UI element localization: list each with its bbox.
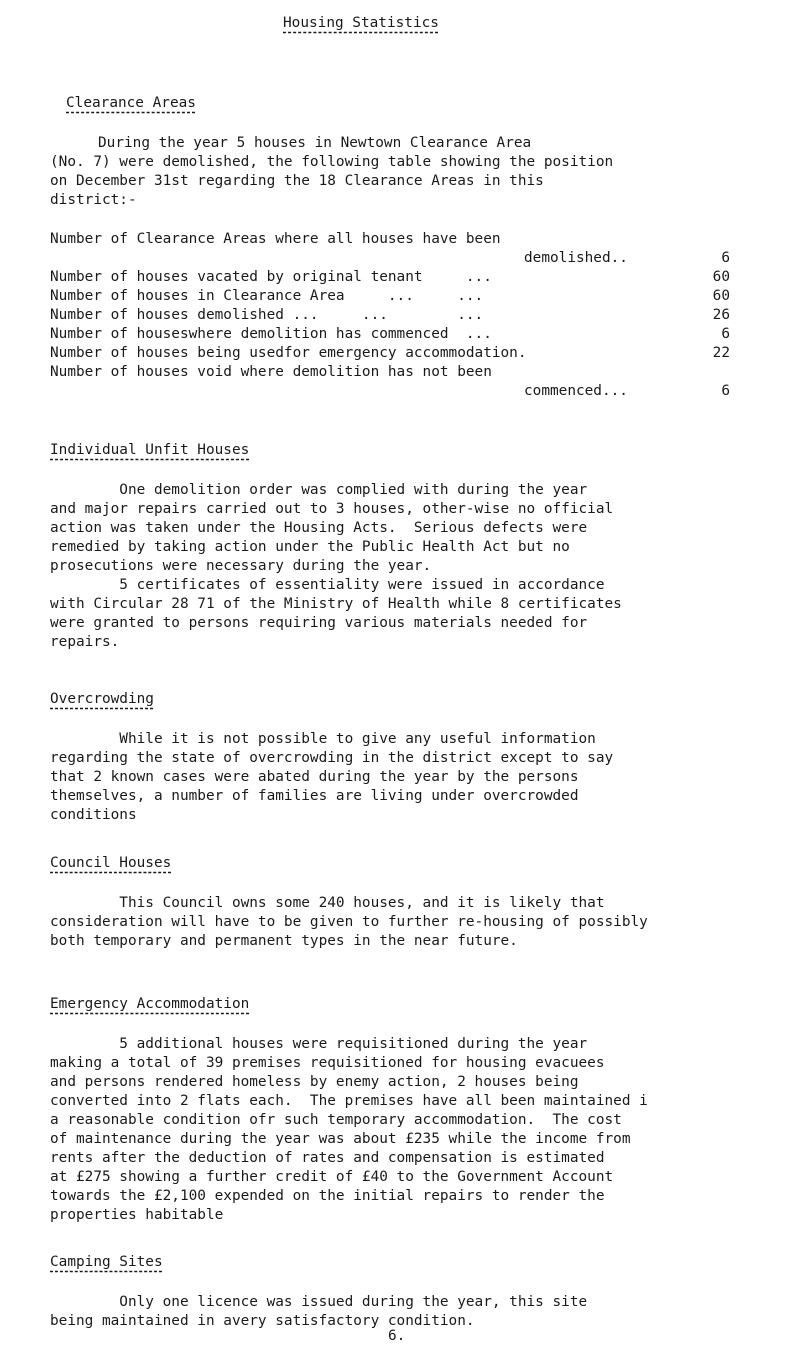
paragraph-line: themselves, a number of families are living under overcrowded [50, 788, 579, 804]
paragraph-line: One demolition order was complied with during the year [50, 482, 588, 498]
paragraph-line: and major repairs carried out to 3 houses, other-wise no official [50, 501, 614, 517]
paragraph-line: action was taken under the Housing Acts. Serious defects were [50, 520, 588, 536]
paragraph-line: on December 31st regarding the 18 Clearance Areas in this [50, 173, 544, 189]
row-label: Number of houses in Clearance Area ... ... [50, 288, 484, 304]
section-heading-clearance: Clearance Areas [66, 95, 196, 111]
paragraph-line: (No. 7) were demolished, the following table showing the position [50, 154, 614, 170]
row-value: 60 [712, 269, 730, 285]
paragraph-line: conditions [50, 807, 137, 823]
page-number: 6. [388, 1328, 406, 1344]
row-label: Number of houses void where demolition has not been [50, 364, 492, 380]
paragraph-line: 5 certificates of essentiality were issued in accordance [50, 577, 605, 593]
section-heading-council: Council Houses [50, 855, 172, 871]
paragraph-line: of maintenance during the year was about £235 while the income from [50, 1131, 631, 1147]
row-label-continued: commenced... [524, 383, 628, 399]
paragraph-line: While it is not possible to give any useful information [50, 731, 596, 747]
paragraph-line: a reasonable condition ofr such temporary accommodation. The cost [50, 1112, 622, 1128]
paragraph-line: repairs. [50, 634, 120, 650]
paragraph-line: both temporary and permanent types in the near future. [50, 933, 518, 949]
paragraph-line: at £275 showing a further credit of £40 to the Government Account [50, 1169, 614, 1185]
row-value: 6 [721, 326, 730, 342]
paragraph-line: properties habitable [50, 1207, 224, 1223]
paragraph-line: towards the £2,100 expended on the initial repairs to render the [50, 1188, 605, 1204]
row-value: 6 [721, 250, 730, 266]
row-label: Number of houses vacated by original tenant ... [50, 269, 492, 285]
paragraph-line: During the year 5 houses in Newtown Clearance Area [98, 135, 532, 151]
paragraph-line: were granted to persons requiring various materials needed for [50, 615, 588, 631]
paragraph-line: district:- [50, 192, 137, 208]
section-heading-camping: Camping Sites [50, 1254, 163, 1270]
paragraph-line: remedied by taking action under the Public Health Act but no [50, 539, 570, 555]
section-heading-overcrowding: Overcrowding [50, 691, 154, 707]
paragraph-line: consideration will have to be given to further re-housing of possibly [50, 914, 648, 930]
paragraph-line: converted into 2 flats each. The premises have all been maintained i [50, 1093, 648, 1109]
row-label-continued: demolished.. [524, 250, 628, 266]
section-heading-emergency: Emergency Accommodation [50, 996, 250, 1012]
paragraph-line: and persons rendered homeless by enemy action, 2 houses being [50, 1074, 579, 1090]
row-label: Number of houses demolished ... ... ... [50, 307, 484, 323]
paragraph-line: 5 additional houses were requisitioned during the year [50, 1036, 588, 1052]
paragraph-line: prosecutions were necessary during the year. [50, 558, 432, 574]
paragraph-line: regarding the state of overcrowding in the district except to say [50, 750, 614, 766]
row-label: Number of houseswhere demolition has commenced ... [50, 326, 492, 342]
paragraph-line: Only one licence was issued during the year, this site [50, 1294, 588, 1310]
page-title: Housing Statistics [283, 15, 439, 31]
row-value: 6 [721, 383, 730, 399]
paragraph-line: rents after the deduction of rates and compensation is estimated [50, 1150, 605, 1166]
row-value: 60 [712, 288, 730, 304]
section-heading-unfit: Individual Unfit Houses [50, 442, 250, 458]
paragraph-line: with Circular 28 71 of the Ministry of Health while 8 certificates [50, 596, 622, 612]
paragraph-line: making a total of 39 premises requisitioned for housing evacuees [50, 1055, 605, 1071]
paragraph-line: being maintained in avery satisfactory condition. [50, 1313, 475, 1329]
paragraph-line: This Council owns some 240 houses, and it is likely that [50, 895, 605, 911]
row-label: Number of Clearance Areas where all houses have been [50, 231, 501, 247]
paragraph-line: that 2 known cases were abated during the year by the persons [50, 769, 579, 785]
row-value: 26 [712, 307, 730, 323]
row-value: 22 [712, 345, 730, 361]
row-label: Number of houses being usedfor emergency accommodation. [50, 345, 527, 361]
